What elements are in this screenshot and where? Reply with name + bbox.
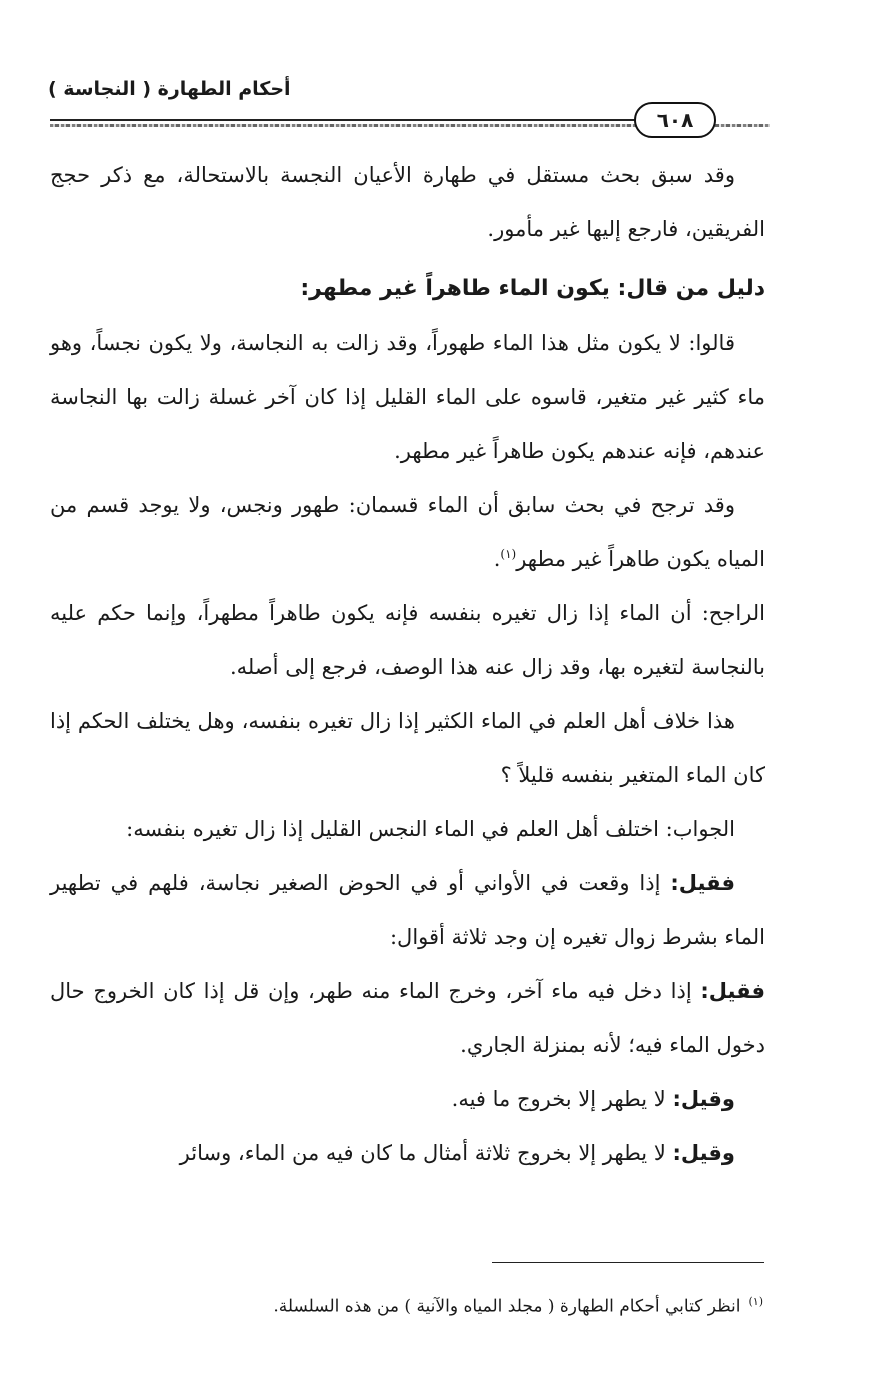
section-heading: دليل من قال: يكون الماء طاهراً غير مطهر: [300, 276, 765, 301]
paragraph-end: . [493, 547, 501, 571]
paragraph-lead: فقيل: [670, 871, 735, 895]
paragraph: الجواب: اختلف أهل العلم في الماء النجس القليل إذا زال تغيره بنفسه: [126, 817, 735, 841]
paragraph-text: لا يطهر إلا بخروج ثلاثة أمثال ما كان فيه من الماء، وسائر [179, 1141, 673, 1165]
footnote-reference[interactable]: (١) [500, 547, 517, 561]
paragraph-text: إذا وقعت في الأواني أو في الحوض الصغير نجاسة، فلهم في تطهير الماء بشرط زوال تغيره إن وجد ثلاثة أقوال: [50, 871, 765, 949]
paragraph [50, 478, 765, 586]
paragraph-text: وقد ترجح في بحث سابق أن الماء قسمان: طهور ونجس، ولا يوجد قسم من المياه يكون طاهراً غير مطهر [50, 493, 765, 571]
paragraph: وقد سبق بحث مستقل في طهارة الأعيان النجسة بالاستحالة، مع ذكر حجج الفريقين، فارجع إليها غير مأمور. [50, 163, 765, 241]
running-title: أحكام الطهارة ( النجاسة ) [48, 78, 291, 100]
paragraph [50, 1126, 765, 1180]
footnote-separator [492, 1262, 764, 1263]
paragraph-lead: وقيل: [672, 1087, 735, 1111]
paragraph-text: إذا دخل فيه ماء آخر، وخرج الماء منه طهر، وإن قل إذا كان الخروج حال دخول الماء فيه؛ لأنه بمنزلة الجاري. [50, 979, 765, 1057]
page-number: ٦٠٨ [634, 102, 716, 138]
paragraph [50, 856, 765, 964]
footnote-text: انظر كتابي أحكام الطهارة ( مجلد المياه والآنية ) من هذه السلسلة. [273, 1296, 741, 1317]
footnote [60, 1288, 763, 1321]
paragraph [50, 1072, 765, 1126]
paragraph-lead: وقيل: [672, 1141, 735, 1165]
paragraph [50, 964, 765, 1072]
footnote-marker: (١) [748, 1295, 763, 1308]
paragraph: هذا خلاف أهل العلم في الماء الكثير إذا زال تغيره بنفسه، وهل يختلف الحكم إذا كان الماء المتغير بنفسه قليلاً ؟ [50, 709, 765, 787]
paragraph: الراجح: أن الماء إذا زال تغيره بنفسه فإنه يكون طاهراً مطهراً، وإنما حكم عليه بالنجاسة لتغيره بها، وقد زال عنه هذا الوصف، فرجع إلى أصله. [50, 601, 765, 679]
header-rule [50, 119, 640, 121]
paragraph-text: لا يطهر إلا بخروج ما فيه. [451, 1087, 673, 1111]
paragraph: قالوا: لا يكون مثل هذا الماء طهوراً، وقد زالت به النجاسة، ولا يكون نجساً، وهو ماء كثير غير متغير، قاسوه على الماء القليل إذا كان آخر غسلة زالت بها النجاسة عندهم، فإنه عندهم يكون طاهراً غير مطهر. [50, 331, 765, 463]
main-text [50, 148, 765, 1180]
paragraph-lead: فقيل: [700, 979, 765, 1003]
